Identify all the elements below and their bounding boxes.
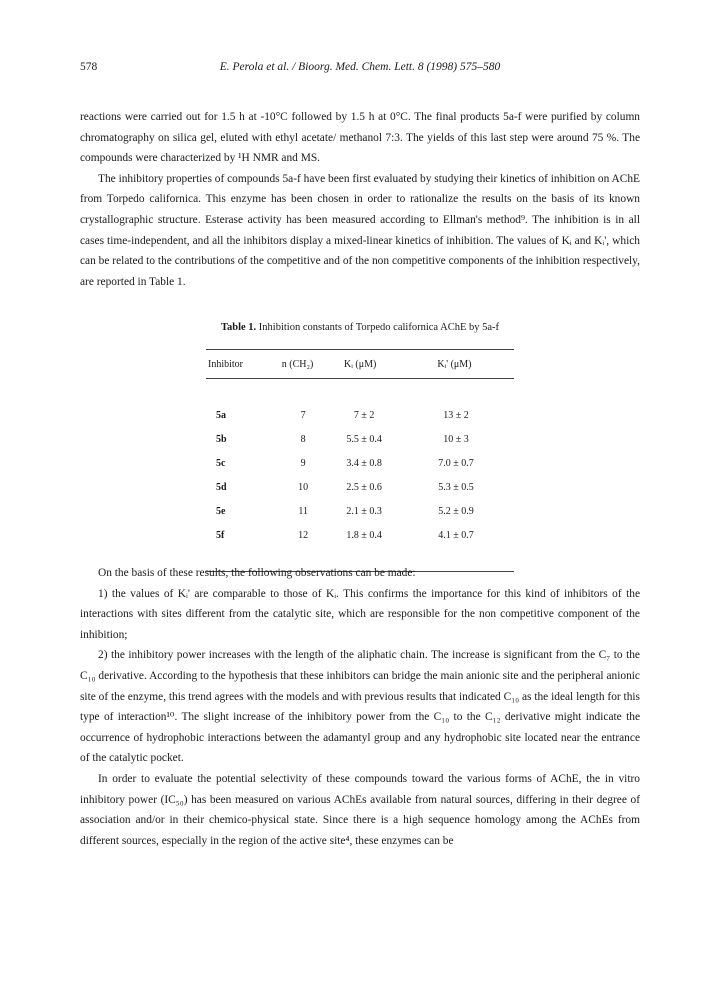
cell-ki-prime: 4.1 ± 0.7 xyxy=(438,529,474,541)
cell-n: 11 xyxy=(298,505,308,517)
cell-n: 8 xyxy=(300,433,306,445)
header-ki-prime: Kᵢ' (μM) xyxy=(437,358,472,370)
paragraph-4: In order to evaluate the potential selectivity of these compounds toward the various forms of AChE, the in vitro inhibitory power (IC₅₀) has been measured on various AChEs available from natural sources, differing in their degree of association and/or in their chemico-physical state. Since there is a high sequence homology among the AChEs from different sources, especially in the region of the active site⁴, these enzymes can be xyxy=(80,772,640,847)
cell-n: 7 xyxy=(300,409,306,421)
cell-ki-prime: 5.2 ± 0.9 xyxy=(438,505,474,517)
table-row xyxy=(206,475,514,499)
header-n-ch2: n (CH₂) xyxy=(281,358,314,370)
paragraph-3: On the basis of these results, the following observations can be made: xyxy=(98,567,416,579)
cell-inhibitor: 5e xyxy=(216,505,226,517)
cell-inhibitor: 5b xyxy=(216,433,227,445)
table-row xyxy=(206,523,514,547)
cell-ki: 3.4 ± 0.8 xyxy=(346,457,382,469)
inhibition-table xyxy=(206,349,514,572)
header-ki: Kᵢ (μM) xyxy=(344,358,377,370)
table-caption-text: Inhibition constants of Torpedo californica AChE by 5a-f xyxy=(258,322,500,333)
table-row xyxy=(206,403,514,427)
page-number: 578 xyxy=(80,61,98,73)
table-caption xyxy=(80,322,640,333)
cell-n: 12 xyxy=(298,529,309,541)
cell-ki: 7 ± 2 xyxy=(353,409,375,421)
cell-n: 10 xyxy=(298,481,309,493)
paragraph-1: reactions were carried out for 1.5 h at -10°C followed by 1.5 h at 0°C. The final products 5a-f were purified by column chromatography on silica gel, eluted with ethyl acetate/ methanol 7:3. The yields of this last step were around 75 %. The compounds were characterized by ¹H NMR and MS. xyxy=(80,111,640,165)
cell-ki: 2.1 ± 0.3 xyxy=(346,505,382,517)
table-row xyxy=(206,499,514,523)
cell-n: 9 xyxy=(300,457,306,469)
cell-inhibitor: 5c xyxy=(216,457,226,469)
table-row xyxy=(206,451,514,475)
cell-ki-prime: 13 ± 2 xyxy=(443,409,469,421)
cell-inhibitor: 5f xyxy=(216,529,225,541)
body-text-bottom xyxy=(80,563,640,851)
table-caption-label: Table 1. xyxy=(220,322,257,333)
running-title: E. Perola et al. / Bioorg. Med. Chem. Lett. 8 (1998) 575–580 xyxy=(219,61,501,73)
cell-ki-prime: 5.3 ± 0.5 xyxy=(438,481,474,493)
cell-inhibitor: 5d xyxy=(216,481,227,493)
cell-ki: 5.5 ± 0.4 xyxy=(346,433,382,445)
paragraph-2: The inhibitory properties of compounds 5a-f have been first evaluated by studying their kinetics of inhibition on AChE from Torpedo californica. This enzyme has been chosen in order to rationalize the results on the basis of its known crystallographic structure. Esterase activity has been measured according to Ellman's method⁹. The inhibition is in all cases time-independent, and all the inhibitors display a mixed-linear kinetics of inhibition. The values of Kᵢ and Kᵢ', which can be related to the contributions of the competitive and of the non competitive components of the inhibition respectively, are reported in Table 1. xyxy=(80,172,640,288)
cell-ki: 2.5 ± 0.6 xyxy=(346,481,382,493)
table-body xyxy=(206,379,514,571)
table-header-row xyxy=(206,350,514,378)
cell-ki: 1.8 ± 0.4 xyxy=(346,529,382,541)
table-row xyxy=(206,427,514,451)
observation-2: 2) the inhibitory power increases with the length of the aliphatic chain. The increase is significant from the C₇ to the C₁₀ derivative. According to the hypothesis that these inhibitors can bridge the main anionic site and the peripheral anionic site of the enzyme, this trend agrees with the models and with previous results that indicated C₁₀ as the ideal length for this type of interaction¹⁰. The slight increase of the inhibitory power from the C₁₀ to the C₁₂ derivative might indicate the occurrence of hydrophobic interactions between the adamantyl group and any hydrophobic site located near the entrance of the catalytic pocket. xyxy=(80,649,640,765)
observation-1: 1) the values of Kᵢ' are comparable to those of Kᵢ. This confirms the importance for this kind of inhibitors of the interactions with sites different from the catalytic site, which are responsible for the non competitive component of the inhibition; xyxy=(80,587,640,641)
table-grid xyxy=(206,350,514,378)
cell-ki-prime: 7.0 ± 0.7 xyxy=(438,457,474,469)
body-text-top xyxy=(80,107,640,292)
cell-ki-prime: 10 ± 3 xyxy=(443,433,469,445)
header-inhibitor: Inhibitor xyxy=(208,358,243,370)
page-header xyxy=(80,61,640,77)
cell-inhibitor: 5a xyxy=(216,409,226,421)
